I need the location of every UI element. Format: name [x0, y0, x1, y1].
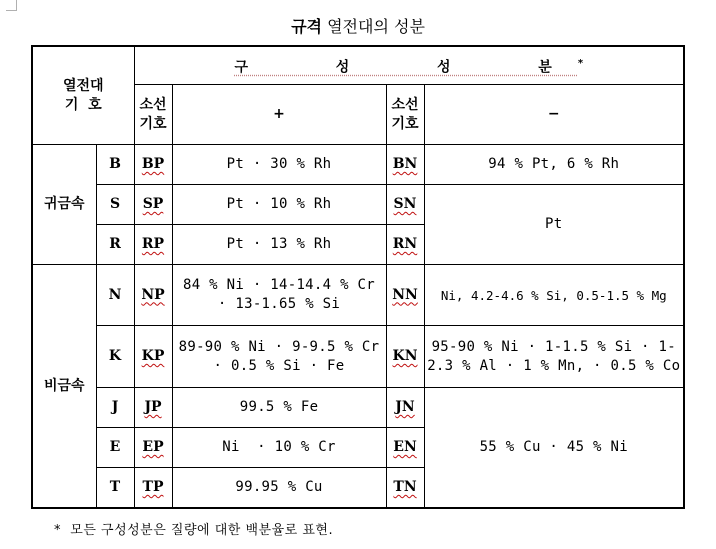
negative-wire-code-text: KN: [392, 348, 418, 365]
negative-wire-code-text: NN: [392, 286, 418, 303]
table-row: [32, 184, 684, 224]
positive-composition: Pt · 10 % Rh: [172, 184, 386, 224]
positive-wire-code: [134, 388, 172, 427]
negative-wire-code: [386, 427, 424, 467]
positive-wire-code-text: BP: [141, 156, 165, 172]
positive-wire-code: [134, 145, 172, 184]
negative-wire-code: [386, 325, 424, 388]
page-corner-mark: [6, 0, 17, 11]
positive-wire-code: [134, 427, 172, 467]
negative-wire-header-line1: 소선: [391, 96, 419, 113]
positive-wire-code-text: EP: [142, 438, 164, 455]
negative-composition: 95-90 % Ni · 1-1.5 % Si · 1-2.3 % Al · 1 % Mn, · 0.5 % Co: [424, 325, 684, 388]
positive-wire-code-header: [134, 84, 172, 145]
positive-wire-code-text: TP: [142, 479, 164, 496]
noble-metal-group: 귀금속: [32, 145, 96, 265]
positive-composition: 84 % Ni · 14-14.4 % Cr · 13-1.65 % Si: [172, 265, 386, 326]
negative-wire-code-text: RN: [392, 236, 418, 253]
type-header-line1: 열전대: [62, 77, 104, 94]
positive-wire-code-text: SP: [142, 195, 164, 212]
positive-composition: Pt · 13 % Rh: [172, 225, 386, 265]
positive-wire-header-line1: 소선: [139, 96, 167, 113]
footnote: * 모든 구성성분은 질량에 대한 백분율로 표현.: [54, 523, 334, 538]
type-code: N: [96, 265, 134, 326]
positive-wire-code: [134, 184, 172, 224]
positive-wire-code: [134, 325, 172, 388]
positive-wire-code-text: KP: [141, 348, 165, 365]
negative-wire-code: [386, 265, 424, 326]
positive-composition: Ni · 10 % Cr: [172, 427, 386, 467]
positive-leg-header: +: [172, 84, 386, 145]
type-symbol-header: [32, 46, 134, 145]
negative-composition: Pt: [424, 184, 684, 265]
table-row: [32, 388, 684, 427]
positive-wire-code-text: JP: [144, 399, 162, 416]
positive-composition: Pt · 30 % Rh: [172, 145, 386, 184]
table-row: [32, 265, 684, 326]
header-row-1: [32, 46, 684, 84]
type-code: J: [96, 388, 134, 427]
positive-wire-header-line2: 기호: [139, 115, 167, 132]
negative-wire-code: [386, 184, 424, 224]
negative-wire-code-header: [386, 84, 424, 145]
positive-wire-code-text: NP: [141, 286, 165, 303]
type-code: B: [96, 145, 134, 184]
negative-composition: Ni, 4.2-4.6 % Si, 0.5-1.5 % Mg: [424, 265, 684, 326]
positive-wire-code: [134, 225, 172, 265]
negative-leg-header: −: [424, 84, 684, 145]
base-metal-group: 비금속: [32, 265, 96, 508]
negative-wire-header-line2: 기호: [391, 115, 419, 132]
type-code: K: [96, 325, 134, 388]
negative-wire-code-text: EN: [393, 438, 417, 455]
composition-header-text: 구 성 성 분: [234, 59, 578, 76]
thermocouple-composition-table: [31, 45, 685, 509]
title-rest: 열전대의 성분: [322, 17, 425, 36]
table-row: [32, 145, 684, 184]
negative-composition: 55 % Cu · 45 % Ni: [424, 388, 684, 508]
composition-footnote-mark: *: [577, 57, 584, 69]
positive-wire-code: [134, 265, 172, 326]
negative-wire-code: [386, 225, 424, 265]
negative-composition: 94 % Pt, 6 % Rh: [424, 145, 684, 184]
composition-header: [134, 46, 684, 84]
type-code: R: [96, 225, 134, 265]
positive-wire-code: [134, 468, 172, 508]
negative-wire-code: [386, 468, 424, 508]
negative-wire-code-text: JN: [395, 399, 415, 416]
table-row: [32, 325, 684, 388]
type-header-line2: 기 호: [64, 96, 102, 113]
type-code: T: [96, 468, 134, 508]
negative-wire-code-text: TN: [393, 479, 417, 496]
negative-wire-code-text: BN: [392, 156, 418, 172]
negative-wire-code: [386, 388, 424, 427]
positive-composition: 89-90 % Ni · 9-9.5 % Cr · 0.5 % Si · Fe: [172, 325, 386, 388]
document-title: [0, 14, 716, 37]
positive-composition: 99.5 % Fe: [172, 388, 386, 427]
type-code: E: [96, 427, 134, 467]
positive-composition: 99.95 % Cu: [172, 468, 386, 508]
positive-wire-code-text: RP: [141, 236, 165, 253]
type-code: S: [96, 184, 134, 224]
title-bold: 규격: [291, 17, 322, 36]
negative-wire-code: [386, 145, 424, 184]
negative-wire-code-text: SN: [393, 195, 417, 212]
